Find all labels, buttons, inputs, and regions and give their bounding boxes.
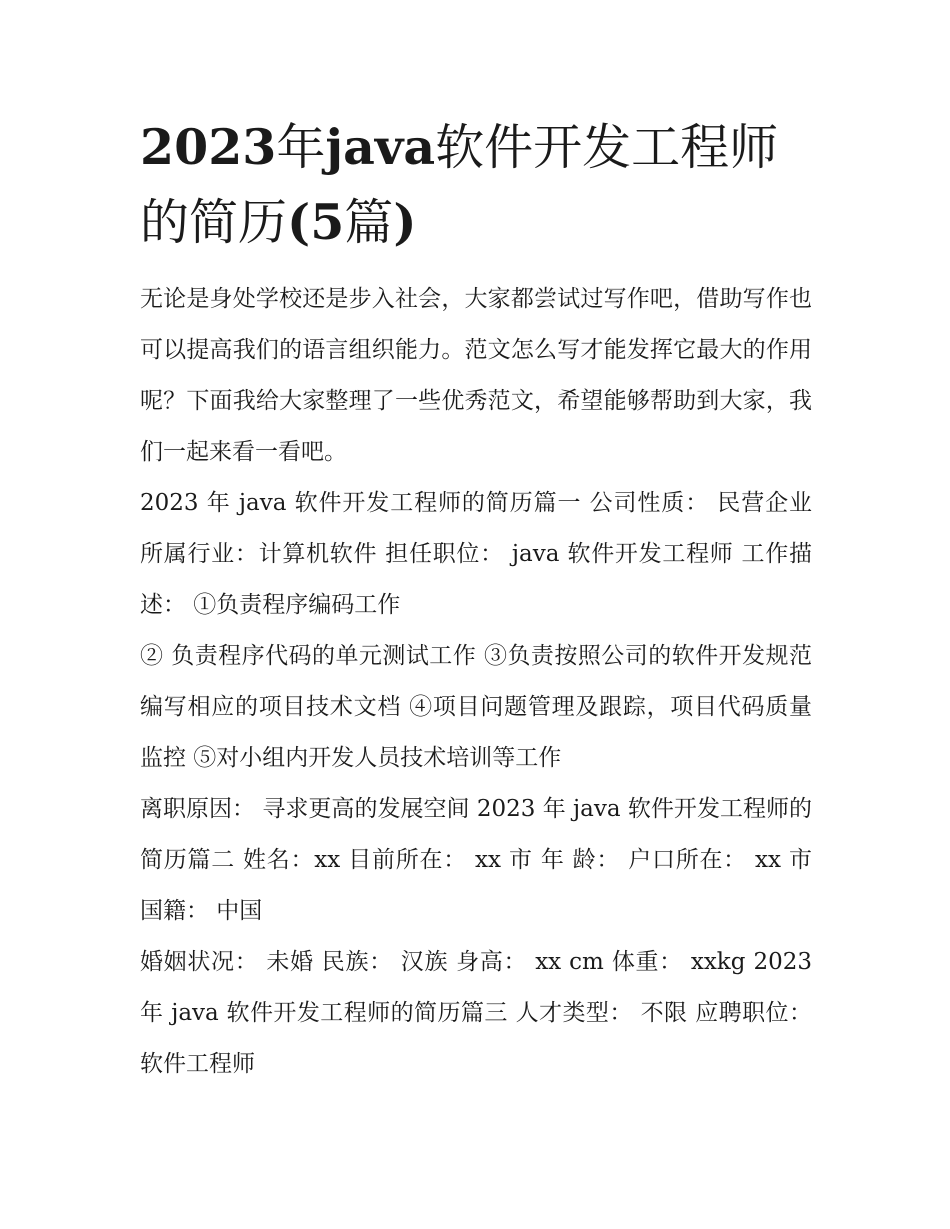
title-paren-close: ) [393,193,417,251]
intro-paragraph: 无论是身处学校还是步入社会，大家都尝试过写作吧，借助写作也可以提高我们的语言组织能力。范文怎么写才能发挥它最大的作用呢？下面我给大家整理了一些优秀范文，希望能够帮助到大家，我们一起来看一看吧。 [140,286,812,465]
title-main: 软件开发工程师的简历 [140,119,779,251]
resume-three-paragraph: 婚姻状况： 未婚 民族： 汉族 身高： xx cm 体重： xxkg 2023 年 java 软件开发工程师的简历篇三 人才类型： 不限 应聘职位： 软件工程师 [140,949,812,1077]
document-title [140,110,812,260]
document-page [140,110,812,1090]
title-count-unit: 篇 [344,194,394,251]
title-java: java [325,118,436,176]
title-year: 2023 [140,118,277,176]
resume-one-paragraph: 2023 年 java 软件开发工程师的简历篇一 公司性质： 民营企业 所属行业：计算机软件 担任职位： java 软件开发工程师 工作描述： ①负责程序编码工作 [140,490,812,618]
title-year-suffix: 年 [276,119,326,176]
title-count: (5 [287,193,345,251]
resume-two-paragraph: 离职原因： 寻求更高的发展空间 2023 年 java 软件开发工程师的简历篇二 姓名：xx 目前所在： xx 市 年 龄： 户口所在： xx 市 国籍： 中国 [140,796,812,924]
duties-paragraph: ② 负责程序代码的单元测试工作 ③负责按照公司的软件开发规范编写相应的项目技术文档 ④项目问题管理及跟踪，项目代码质量监控 ⑤对小组内开发人员技术培训等工作 [140,643,812,771]
